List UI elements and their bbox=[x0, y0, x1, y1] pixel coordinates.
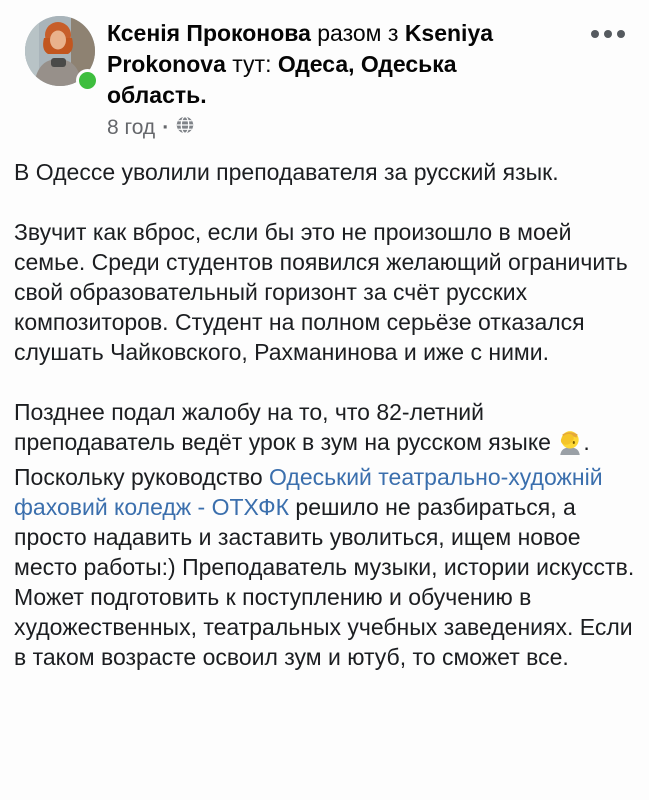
tagged-person-link[interactable]: Kseniya Prokonova bbox=[107, 20, 494, 77]
paragraph-text: Позднее подал жалобу на то, что 82-летний преподаватель ведёт урок в зум на русском языке bbox=[14, 399, 558, 455]
online-status-indicator bbox=[76, 69, 99, 92]
post-header bbox=[25, 16, 635, 140]
author-name-link[interactable]: Ксенія Проконова bbox=[107, 20, 311, 46]
post-byline bbox=[107, 18, 547, 111]
location-prefix: тут: bbox=[225, 51, 278, 77]
byline-connector: разом з bbox=[310, 20, 405, 46]
college-page-link[interactable]: Одеський театрально-художній фаховий коледж - ОТХФК bbox=[14, 464, 603, 520]
ellipsis-icon bbox=[591, 30, 599, 38]
post-paragraph: В Одессе уволили преподавателя за русский язык. bbox=[14, 159, 559, 185]
location-link[interactable]: Одеса, Одеська область. bbox=[107, 51, 457, 108]
post-meta-row bbox=[107, 116, 547, 140]
post-body bbox=[14, 157, 635, 672]
post-paragraph bbox=[14, 397, 635, 672]
globe-icon bbox=[176, 116, 194, 140]
paragraph-text: . Поскольку руководство bbox=[14, 429, 590, 490]
post-paragraph: Звучит как вброс, если бы это не произошло в моей семье. Среди студентов появился желающий ограничить свой образовательный горизонт за счёт русских композиторов. Студент на полном серьёзе отказался слушать Чайковского, Рахманинова и иже с ними. bbox=[14, 219, 628, 365]
paragraph-text: решило не разбираться, а просто надавить и заставить уволиться, ищем новое место работы:) Преподаватель музыки, истории искусств. Может подготовить к поступлению и обучению в художественных, театральных учебных заведениях. Если в таком возрасте освоил зум и ютуб, то сможет все. bbox=[14, 494, 635, 670]
post-options-button[interactable] bbox=[589, 24, 627, 44]
post-timestamp[interactable]: 8 год bbox=[107, 116, 156, 139]
post-header-text bbox=[107, 16, 547, 140]
avatar[interactable] bbox=[25, 16, 95, 86]
meta-separator: · bbox=[162, 116, 170, 139]
facepalm-emoji bbox=[557, 429, 583, 462]
